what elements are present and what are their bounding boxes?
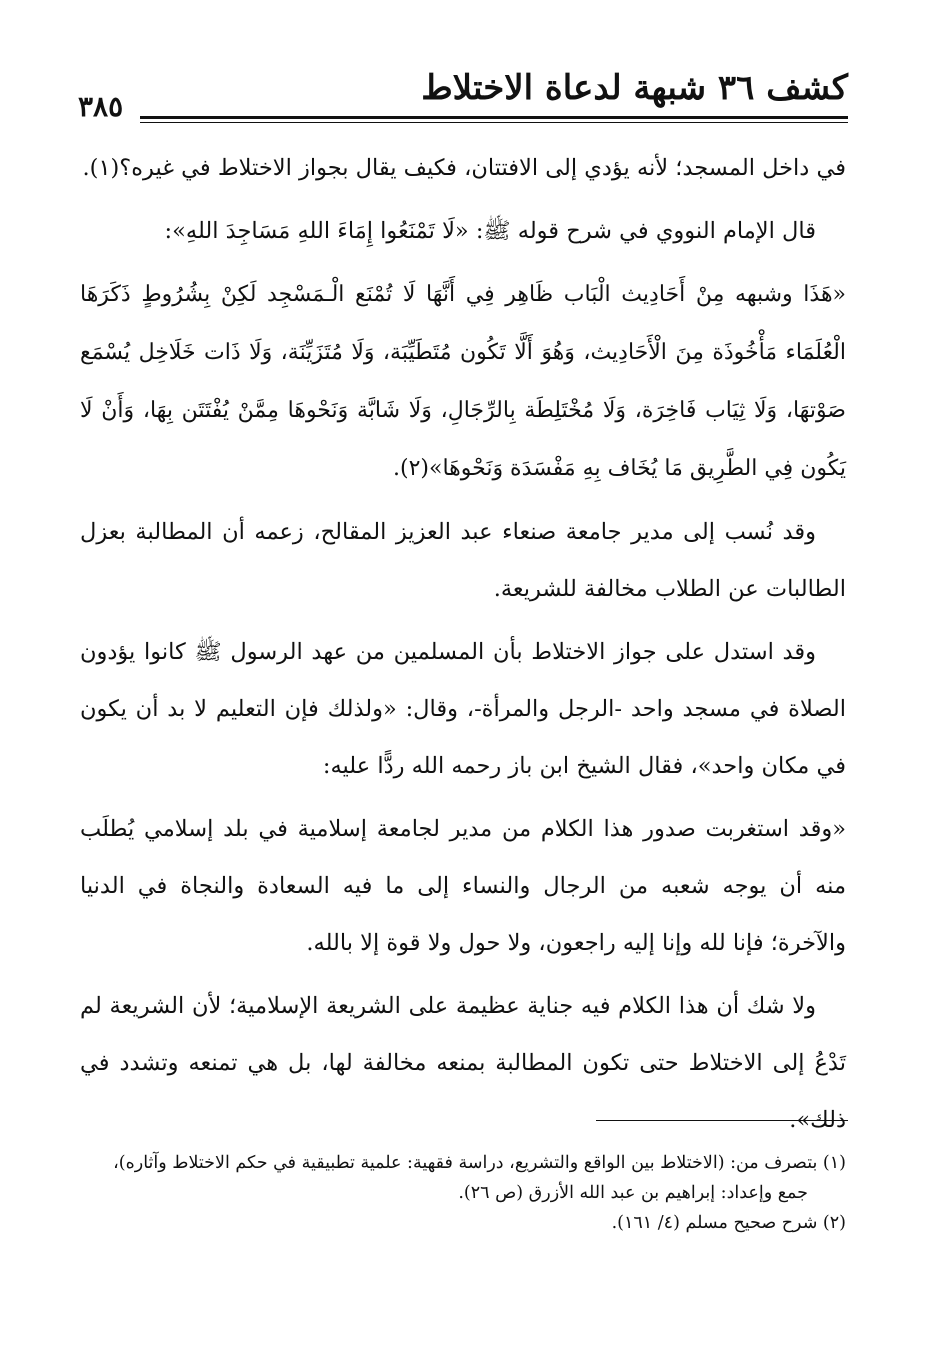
footnote-1-continuation: جمع وإعداد: إبراهيم بن عبد الله الأزرق (ص ٢٦). bbox=[458, 1183, 808, 1203]
book-title: كشف ٣٦ شبهة لدعاة الاختلاط bbox=[421, 68, 848, 108]
footnote-2: (٢) شرح صحيح مسلم (٤/ ١٦١). bbox=[611, 1213, 846, 1233]
header-rule bbox=[140, 116, 848, 119]
running-header bbox=[78, 58, 848, 130]
paragraph-maqaleh: وقد نُسب إلى مدير جامعة صنعاء عبد العزيز المقالح، زعمه أن المطالبة بعزل الطالبات عن الطلاب مخالفة للشريعة. bbox=[80, 519, 846, 602]
paragraph-conclusion: ولا شك أن هذا الكلام فيه جناية عظيمة على الشريعة الإسلامية؛ لأن الشريعة لم تَدْعُ إلى الاختلاط حتى تكون المطالبة بمنعه مخالفة لها، بل هي تمنعه وتشدد في ذلك». bbox=[80, 993, 846, 1133]
paragraph-istidlal: وقد استدل على جواز الاختلاط بأن المسلمين من عهد الرسول ﷺ كانوا يؤدون الصلاة في مسجد واحد -الرجل والمرأة-، وقال: «ولذلك فإن التعليم لا بد أن يكون في مكان واحد»، فقال الشيخ ابن باز رحمه الله ردًّا عليه: bbox=[80, 639, 846, 779]
footnotes bbox=[80, 1148, 846, 1238]
footnote-divider bbox=[596, 1120, 848, 1121]
main-text bbox=[80, 140, 846, 1155]
footnote-1: (١) بتصرف من: (الاختلاط بين الواقع والتشريع، دراسة فقهية: علمية تطبيقية في حكم الاختلاط وآثاره)، bbox=[113, 1153, 846, 1173]
paragraph-continuation: في داخل المسجد؛ لأنه يؤدي إلى الافتتان، فكيف يقال بجواز الاختلاط في غيره؟(١). bbox=[82, 155, 846, 181]
page-number: ٣٨٥ bbox=[78, 90, 124, 123]
paragraph-nawawi-quote: «هَذَا وشبهه مِنْ أَحَادِيث الْبَاب ظَاهِر فِي أَنَّهَا لَا تُمْنَع الْـمَسْجِد لَكِنْ بِشُرُوطٍ ذَكَرَهَا الْعُلَمَاء مَأْخُوذَة مِنَ الْأَحَادِيث، وَهُوَ أَلَّا تَكُون مُتَطَيِّبَة، وَلَا مُتَزَيِّنَة، وَلَا ذَات خَلَاخِل يُسْمَع صَوْتهَا، وَلَا ثِيَاب فَاخِرَة، وَلَا مُخْتَلِطَة بِالرِّجَالِ، وَلَا شَابَّة وَنَحْوهَا مِمَّنْ يُفْتَتَن بِهَا، وَأَنْ لَا يَكُون فِي الطَّرِيق مَا يُخَاف بِهِ مَفْسَدَة وَنَحْوهَا»(٢). bbox=[80, 282, 846, 481]
paragraph-ibn-baz-quote: «وقد استغربت صدور هذا الكلام من مدير لجامعة إسلامية في بلد إسلامي يُطلَب منه أن يوجه شعبه من الرجال والنساء إلى ما فيه السعادة والنجاة في الدنيا والآخرة؛ فإنا لله وإنا إليه راجعون، ولا حول ولا قوة إلا بالله. bbox=[80, 816, 846, 956]
header-rule-thin bbox=[140, 122, 848, 123]
paragraph-nawawi-intro: قال الإمام النووي في شرح قوله ﷺ: «لَا تَمْنَعُوا إِمَاءَ اللهِ مَسَاجِدَ اللهِ»: bbox=[164, 218, 816, 244]
